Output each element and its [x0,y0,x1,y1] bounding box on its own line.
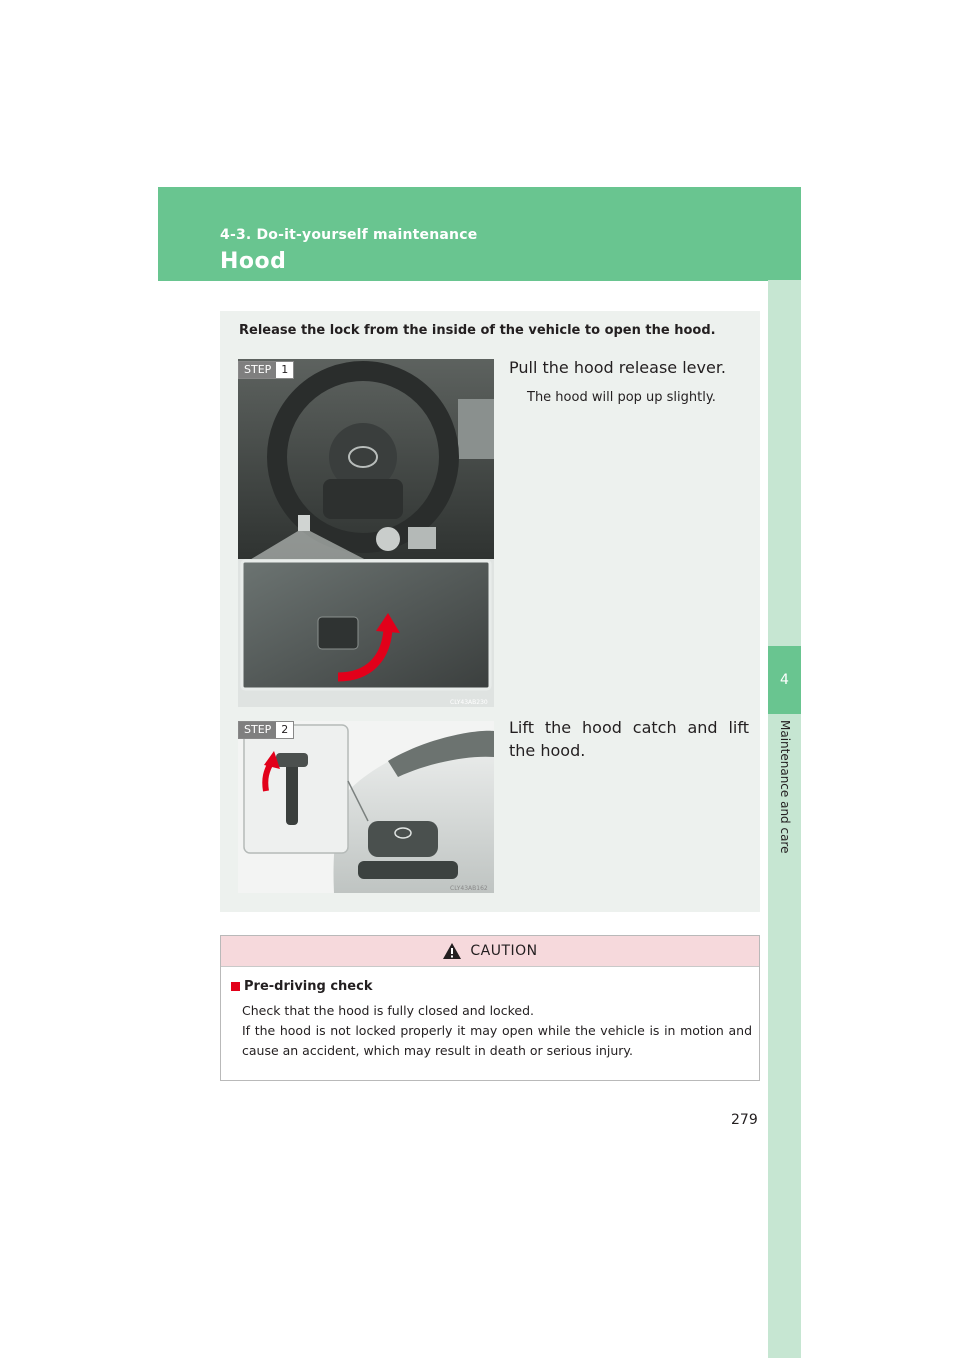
step2-badge-number: 2 [281,723,289,736]
step1-photo [238,359,494,707]
caution-subheading [231,979,752,994]
steering-wheel-photo [238,359,494,707]
step1-note: The hood will pop up slightly. [527,390,716,405]
caution-subheading-text: Pre-driving check [244,979,373,994]
instruction-panel [220,311,760,912]
section-header [158,187,801,281]
red-square-bullet-icon [231,982,240,991]
page-title: Hood [220,249,287,274]
caution-header [221,936,759,967]
chapter-number: 4 [768,646,801,714]
car-front-photo [238,721,494,893]
step2-photo [238,721,494,893]
step1-text: Pull the hood release lever. [509,358,727,377]
step2-badge [238,721,294,739]
intro-text: Release the lock from the inside of the vehicle to open the hood. [239,323,716,338]
step1-badge-number: 1 [281,363,289,376]
step1-image-code: CLY43AB230 [450,699,488,706]
caution-box [220,935,760,1081]
chapter-title: Maintenance and care [778,720,792,854]
caution-line-2: If the hood is not locked properly it may open while the vehicle is in motion and cause an accident, which may result in death or serious injury. [242,1023,752,1058]
step2-text: Lift the hood catch and lift the hood. [509,718,749,760]
section-label: 4-3. Do-it-yourself maintenance [220,227,478,243]
step1-badge-word: STEP [239,362,276,378]
caution-line-1: Check that the hood is fully closed and locked. [242,1003,534,1018]
caution-text [242,1001,752,1061]
caution-title: CAUTION [470,943,538,959]
page-number: 279 [731,1112,758,1128]
step2-image-code: CLY43AB162 [450,885,488,892]
step2-badge-word: STEP [239,722,276,738]
caution-body [221,967,759,1061]
warning-triangle-icon [442,942,462,960]
step1-badge [238,361,294,379]
